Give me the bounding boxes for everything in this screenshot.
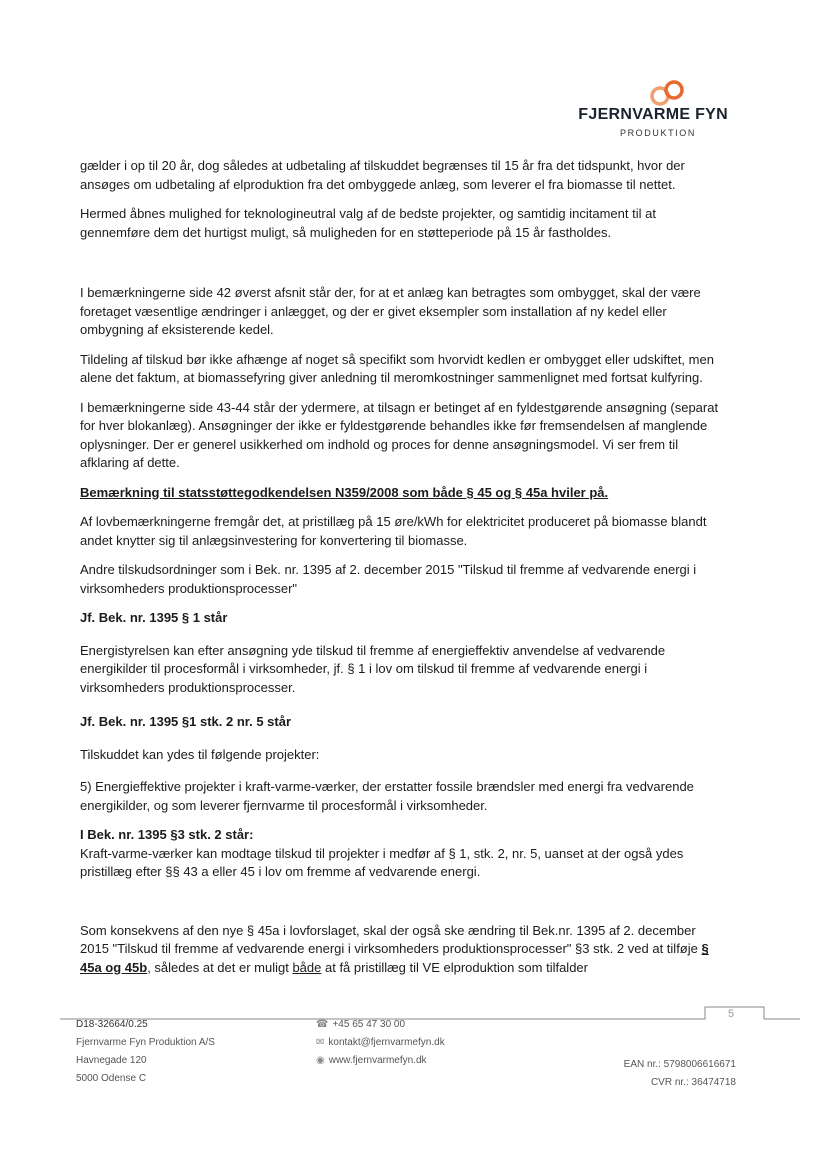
footer-city: 5000 Odense C — [76, 1073, 147, 1084]
subheading-2: Jf. Bek. nr. 1395 §1 stk. 2 nr. 5 står — [80, 714, 292, 729]
paragraph-12-text-b: , således at det er muligt — [147, 959, 293, 975]
footer-web[interactable] — [316, 1052, 445, 1070]
logo-subtitle: PRODUKTION — [619, 128, 696, 138]
paragraph-6: Af lovbemærkningerne fremgår det, at pristillæg på 15 øre/kWh for elektricitet produceret på biomasse blandt andet knytter sig til anlægsinvestering for konvertering til biomasse. — [80, 514, 707, 548]
paragraph-9: Tilskuddet kan ydes til følgende projekter: — [80, 746, 320, 762]
paragraph-10: 5) Energieffektive projekter i kraft-varme-værker, der erstatter fossile brændsler med energi fra vedvarende energikilder, og som leverer fjernvarme til procesformål i virksomheder. — [80, 779, 694, 813]
page-number: 5 — [728, 1008, 735, 1020]
subheading-3: I Bek. nr. 1395 §3 stk. 2 står: — [80, 827, 254, 842]
paragraph-12-text-a: Som konsekvens af den nye § 45a i lovforslaget, skal der også ske ændring til Bek.nr. 1395 af 2. december 2015 "Tilskud til fremme af vedvarende energi i virksomheders produktionsprocesser" §3 stk. 2 ved at tilføje — [80, 922, 702, 956]
paragraph-12-emphasis-a: § 45a og 45b — [80, 941, 709, 975]
phone-icon: ☎ — [316, 1019, 329, 1030]
document-reference: D18-32664/0.25 — [76, 1019, 148, 1030]
paragraph-11: Kraft-varme-værker kan modtage tilskud til projekter i medfør af § 1, stk. 2, nr. 5, uanset at der også ydes pristillæg efter §§ 43 a eller 45 i lov om fremme af vedvarende energi. — [80, 845, 684, 879]
footer-address — [76, 1034, 215, 1088]
web-icon: ◉ — [316, 1055, 325, 1066]
footer-ean: EAN nr.: 5798006616671 — [623, 1059, 736, 1070]
paragraph-7: Andre tilskudsordninger som i Bek. nr. 1395 af 2. december 2015 "Tilskud til fremme af vedvarende energi i virksomheders produktionsprocesser" — [80, 562, 697, 596]
paragraph-1: gælder i op til 20 år, dog således at udbetaling af tilskuddet begrænses til 15 år fra det tidspunkt, hvor der ansøges om udbetaling af elproduktion fra det ombyggede anlæg, som leverer el fra biomasse til nettet. — [80, 158, 685, 192]
footer-web-text[interactable]: www.fjernvarmefyn.dk — [328, 1055, 427, 1066]
email-icon: ✉ — [316, 1037, 325, 1048]
footer-phone-text: +45 65 47 30 00 — [332, 1019, 406, 1030]
subheading-1: Jf. Bek. nr. 1395 § 1 står — [80, 610, 228, 625]
footer-registration — [624, 1056, 736, 1092]
paragraph-12-emphasis-b: både — [292, 959, 322, 975]
footer-company: Fjernvarme Fyn Produktion A/S — [76, 1037, 215, 1048]
document-body — [80, 157, 728, 977]
footer-email-text[interactable]: kontakt@fjernvarmefyn.dk — [328, 1037, 445, 1048]
footer-street: Havnegade 120 — [76, 1055, 147, 1066]
paragraph-3: I bemærkningerne side 42 øverst afsnit står der, for at et anlæg kan betragtes som ombygget, skal der være foretaget væsentlige ændringer i anlægget, og der er givet eksempler som installation af ny kedel eller ombygning af eksisterende kedel. — [80, 285, 701, 337]
paragraph-4: Tildeling af tilskud bør ikke afhænge af noget så specifikt som hvorvidt kedlen er ombygget eller udskiftet, men alene det faktum, at biomassefyring giver anledning til meromkostninger sammenlignet med fortsat kulfyring. — [80, 351, 714, 385]
footer-cvr: CVR nr.: 36474718 — [650, 1077, 736, 1088]
logo-rings-icon — [638, 78, 698, 108]
paragraph-12-text-c: at få pristillæg til VE elproduktion som tilfalder — [321, 959, 588, 975]
footer — [76, 1016, 736, 1096]
section-heading: Bemærkning til statsstøttegodkendelsen N359/2008 som både § 45 og § 45a hviler på. — [80, 484, 609, 500]
footer-phone — [316, 1016, 445, 1034]
footer-contact — [316, 1016, 445, 1070]
paragraph-12 — [80, 922, 728, 978]
paragraph-5: I bemærkningerne side 43-44 står der ydermere, at tilsagn er betinget af en fyldestgørende ansøgning (separat for hver blokanlæg). Ansøgninger der ikke er fyldestgørende behandles ikke før fremsendelsen af manglende oplysninger. Der er generel usikkerhed om indhold og proces for denne ansøgningsmodel. Vi ser frem til afklaring af dette. — [80, 399, 719, 470]
logo-name: FJERNVARME FYN — [578, 106, 728, 123]
paragraph-8: Energistyrelsen kan efter ansøgning yde tilskud til fremme af energieffektiv anvendelse af vedvarende energikilder til procesformål i virksomheder, jf. § 1 i lov om tilskud til fremme af vedvarende energi i virksomheders produktionsprocesser. — [80, 642, 666, 695]
footer-email[interactable] — [316, 1034, 445, 1052]
paragraph-2: Hermed åbnes mulighed for teknologineutral valg af de bedste projekter, og samtidig incitament til at gennemføre dem det hurtigst muligt, så muligheden for en støtteperiode på 15 år fastholdes. — [80, 206, 656, 240]
